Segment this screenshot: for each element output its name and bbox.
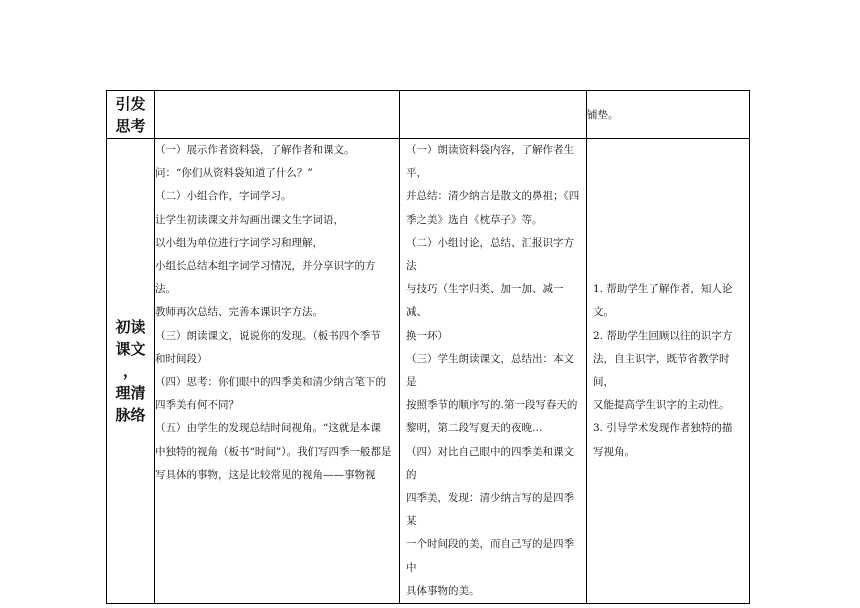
teacher-line: （一）展示作者资料袋，了解作者和课文。 xyxy=(155,144,355,156)
intent-line: 文。 xyxy=(593,306,614,319)
student-line: （一）朗读资料袋内容，了解作者生平， xyxy=(406,144,574,180)
teacher-line: 以小组为单位进行字词学习和理解， xyxy=(155,236,323,249)
teacher-line: 教师再次总结、完善本课识字方法。 xyxy=(155,306,323,319)
teacher-line: 中独特的视角（板书“时间”）。我们写四季一般都是 xyxy=(155,445,392,458)
stage-label-line: 脉络 xyxy=(115,406,146,425)
teacher-line: 法。 xyxy=(155,283,176,296)
student-line: （二）小组讨论，总结、汇报识字方法 xyxy=(406,236,574,273)
teacher-line: （二）小组合作，字词学习。 xyxy=(155,190,292,203)
intent-line: 2. 帮助学生回顾以往的识字方 xyxy=(593,329,733,342)
stage-label-line: ， xyxy=(122,362,138,381)
student-line: 一个时间段的美，而自己写的是四季中 xyxy=(406,538,574,574)
table-row-inspire-thinking xyxy=(107,91,750,139)
design-intent-cell xyxy=(587,139,750,604)
student-line: 黎明，第二段写夏天的夜晚… xyxy=(406,422,543,435)
student-activity-cell xyxy=(400,139,587,604)
student-line: （四）对比自己眼中的四季美和课文的 xyxy=(406,445,574,481)
stage-label-first-reading xyxy=(107,139,155,604)
student-line: 季之美》选自《枕草子》等。 xyxy=(406,213,543,226)
teacher-line: 让学生初读课文并勾画出课文生字词语， xyxy=(155,213,344,226)
teacher-line: 和时间段） xyxy=(155,352,208,365)
student-line: 并总结：清少纳言是散文的鼻祖；《四 xyxy=(406,190,580,203)
intent-line: 3. 引导学术发现作者独特的描 xyxy=(593,422,733,435)
teacher-line: （三）朗读课文，说说你的发现。（板书四个季节 xyxy=(155,329,381,342)
table-row-first-reading xyxy=(107,139,750,604)
teacher-activity-cell xyxy=(155,139,400,604)
teacher-line: 问：“你们从资料袋知道了什么？” xyxy=(155,167,313,180)
teacher-activity-cell xyxy=(155,91,400,139)
stage-label-line: 思考 xyxy=(115,116,146,135)
teacher-line: （五）由学生的发现总结时间视角。“这就是本课 xyxy=(155,422,381,435)
student-line: 与技巧（生字归类、加一加、减一减、 xyxy=(406,283,564,319)
stage-label-line: 初读 xyxy=(115,318,146,337)
stage-label-line: 理清 xyxy=(115,384,146,403)
teacher-line: （四）思考：你们眼中的四季美和清少纳言笔下的 xyxy=(155,376,386,389)
teacher-line: 四季美有何不同？ xyxy=(155,399,239,412)
design-intent-cell xyxy=(587,91,750,139)
teacher-line: 写具体的事物，这是比较常见的视角——事物视 xyxy=(155,468,376,481)
student-activity-cell xyxy=(400,91,587,139)
intent-line: 法，自主识字，既节省教学时间， xyxy=(593,352,730,389)
intent-line: 1. 帮助学生了解作者，知人论 xyxy=(593,283,733,296)
lesson-plan-table xyxy=(106,90,750,604)
design-intent-text: 铺垫。 xyxy=(587,109,619,121)
student-line: （三）学生朗读课文，总结出：本文是 xyxy=(406,352,574,389)
student-line: 换一环） xyxy=(406,329,448,342)
teacher-line: 小组长总结本组字词学习情况，并分享识字的方 xyxy=(155,260,376,273)
intent-line: 又能提高学生识字的主动性。 xyxy=(593,399,730,412)
student-line: 具体事物的美。 xyxy=(406,584,480,597)
stage-label-line: 引发 xyxy=(115,94,146,113)
intent-line: 写视角。 xyxy=(593,445,635,458)
student-line: 四季美，发现：清少纳言写的是四季某 xyxy=(406,492,574,528)
stage-label-line: 课文 xyxy=(115,340,146,359)
student-line: 按照季节的顺序写的.第一段写春天的 xyxy=(406,399,578,412)
stage-label-inspire xyxy=(107,91,155,139)
